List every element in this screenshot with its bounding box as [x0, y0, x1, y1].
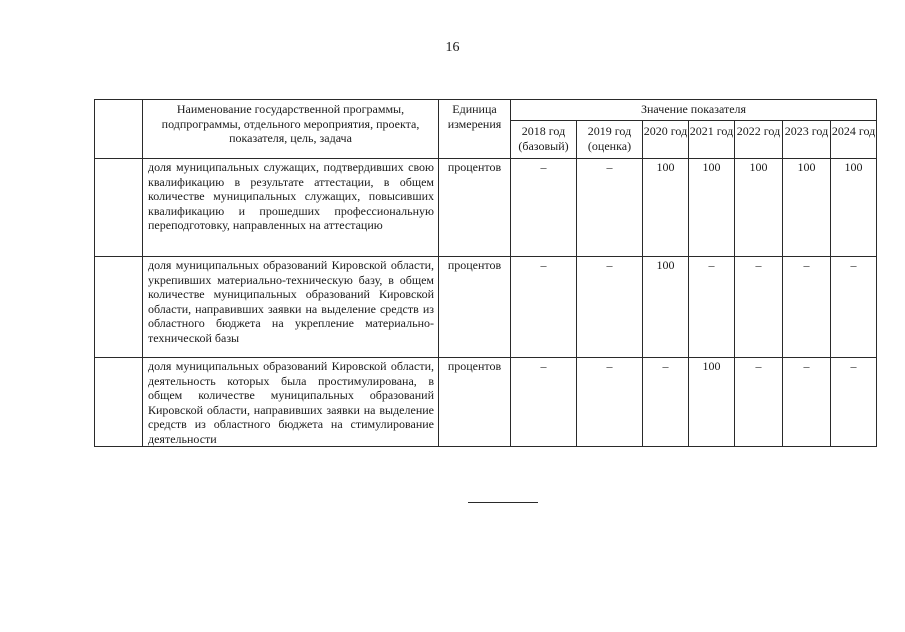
- value-2018: –: [511, 358, 577, 447]
- row-blank-cell: [95, 257, 143, 358]
- header-year-2023: 2023 год: [783, 121, 831, 159]
- value-2020: –: [643, 358, 689, 447]
- value-2019: –: [577, 257, 643, 358]
- value-2021: –: [689, 257, 735, 358]
- value-2022: –: [735, 257, 783, 358]
- value-2024: –: [831, 358, 877, 447]
- table-row: [95, 257, 877, 358]
- indicators-table: [94, 99, 877, 447]
- header-year-2020: 2020 год: [643, 121, 689, 159]
- header-unit: Единица измерения: [439, 100, 511, 159]
- header-year-2019: 2019 год (оценка): [577, 121, 643, 159]
- page-number: 16: [445, 40, 460, 55]
- value-2021: 100: [689, 358, 735, 447]
- row-description: доля муниципальных служащих, подтвердивших свою квалификацию в результате аттестации, в общем количестве муниципальных служащих, повысивших квалификацию и прошедших профессиональную переподготовку, направленных на аттестацию: [143, 159, 439, 257]
- header-year-2024: 2024 год: [831, 121, 877, 159]
- value-2021: 100: [689, 159, 735, 257]
- header-year-2018: 2018 год (базовый): [511, 121, 577, 159]
- value-2023: –: [783, 257, 831, 358]
- end-of-document-rule: [468, 502, 538, 503]
- value-2019: –: [577, 159, 643, 257]
- value-2020: 100: [643, 257, 689, 358]
- value-2018: –: [511, 257, 577, 358]
- row-description: доля муниципальных образований Кировской области, деятельность которых была простимулирована, в общем количестве муниципальных образований Кировской области, направивших заявки на выделение средств из областного бюджета на стимулирование деятельности: [143, 358, 439, 447]
- value-2022: 100: [735, 159, 783, 257]
- header-year-2021: 2021 год: [689, 121, 735, 159]
- value-2023: –: [783, 358, 831, 447]
- value-2020: 100: [643, 159, 689, 257]
- row-unit: процентов: [439, 159, 511, 257]
- value-2022: –: [735, 358, 783, 447]
- header-blank-cell: [95, 100, 143, 159]
- row-description: доля муниципальных образований Кировской области, укрепивших материально-техническую базу, в общем количестве муниципальных образований Кировской области, направивших заявки на выделение средств из областного бюджета на укрепление материально-технической базы: [143, 257, 439, 358]
- header-value-group: Значение показателя: [511, 100, 877, 121]
- table-row: [95, 159, 877, 257]
- table-row: [95, 358, 877, 447]
- value-2024: 100: [831, 159, 877, 257]
- header-row: [95, 100, 877, 121]
- header-year-2022: 2022 год: [735, 121, 783, 159]
- row-unit: процентов: [439, 358, 511, 447]
- value-2023: 100: [783, 159, 831, 257]
- value-2018: –: [511, 159, 577, 257]
- row-unit: процентов: [439, 257, 511, 358]
- row-blank-cell: [95, 358, 143, 447]
- value-2019: –: [577, 358, 643, 447]
- header-name: Наименование государственной программы, подпрограммы, отдельного мероприятия, проекта, показателя, цель, задача: [143, 100, 439, 159]
- value-2024: –: [831, 257, 877, 358]
- row-blank-cell: [95, 159, 143, 257]
